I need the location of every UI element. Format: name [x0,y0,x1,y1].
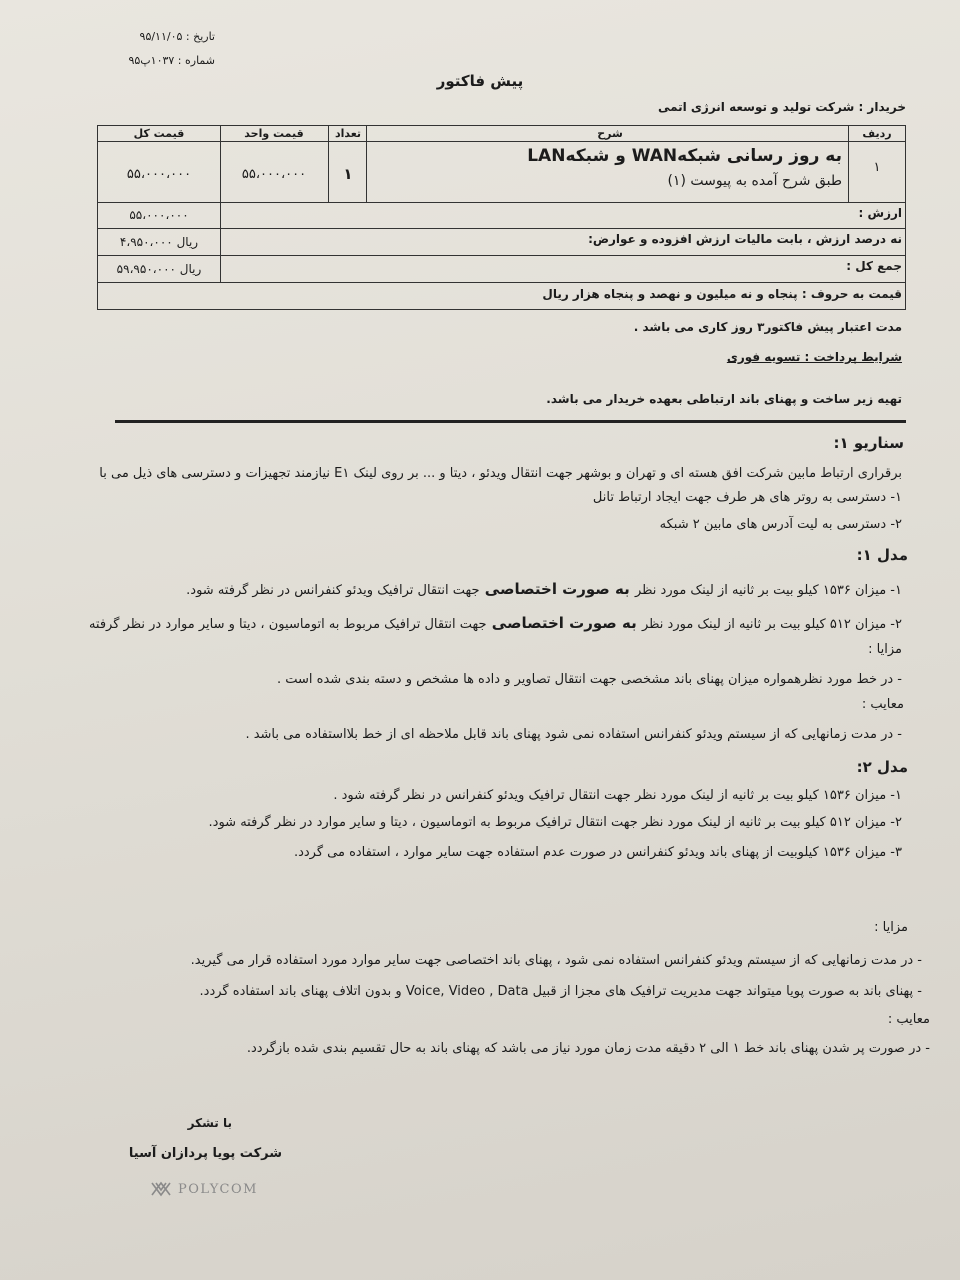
tax-amount: ریال ۴،۹۵۰،۰۰۰ [119,235,199,249]
scenario-item-1: ۱- دسترسی به روتر های هر طرف جهت ایجاد ارتباط تانل [592,490,902,505]
model2-dis-title: معایب : [887,1012,930,1027]
model1-dis-item: - در مدت زمانهایی که از سیستم ویدئو کنفرانس استفاده نمی شود پهنای باند قابل ملاحظه ای از خط بلااستفاده می باشد . [245,727,902,742]
model2-title: مدل ۲: [856,758,908,776]
document-title: پیش فاکتور [436,72,524,90]
scenario-intro: برقراری ارتباط مابین شرکت افق هسته ای و تهران و بوشهر جهت انتقال ویدئو ، دیتا و ... بر روی لینک E۱ نیازمند تجهیزات و دسترسی های ذیل می با [99,466,902,481]
col-header-unit: قیمت واحد [244,127,304,140]
col-header-desc: شرح [597,127,623,140]
table-rule [848,125,849,202]
col-header-row: ردیف [862,127,892,140]
model1-item-1: ۱- میزان ۱۵۳۶ کیلو بیت بر ثانیه از لینک مورد نظر به صورت اختصاصی جهت انتقال ترافیک ویدئو کنفرانس در نظر گرفته شود. [186,580,902,598]
polycom-logo-text: POLYCOM [178,1181,258,1197]
table-rule [97,141,906,142]
value-amount: ۵۵،۰۰۰،۰۰۰ [129,208,189,222]
model2-dis-item: - در صورت پر شدن پهنای باند خط ۱ الی ۲ دقیقه مدت زمان مورد نیاز می باشد که پهنای باند به حال تقسیم بندی شده بازگردد. [246,1041,930,1056]
polycom-logo [150,1180,258,1198]
invoice-number: شماره : ۱۰۳۷پ۹۵ [128,54,215,67]
model1-adv-item: - در خط مورد نظرهمواره میزان پهنای باند مشخصی جهت انتقال تصاویر و داده ها مشخص و دسته بندی شده است . [276,672,902,687]
model1-title: مدل ۱: [856,546,908,564]
model2-adv-item-2: - پهنای باند به صورت پویا میتواند جهت مدیریت ترافیک های مجزا از قبیل Voice, Video , Data و بدون اتلاف پهنای باند استفاده گردد. [199,984,922,999]
tax-label: نه درصد ارزش ، بابت مالیات ارزش افزوده و عوارض: [588,232,902,246]
table-rule [97,202,906,203]
value-label: ارزش : [858,206,902,220]
table-rule [328,125,329,202]
scenario-item-2: ۲- دسترسی به لیت آدرس های مابین ۲ شبکه [659,517,902,532]
amount-in-words: قیمت به حروف : پنجاه و نه میلیون و نهصد و پنجاه هزار ریال [542,287,902,301]
item-qty: ۱ [343,165,353,183]
item-row-number: ۱ [873,160,881,175]
infrastructure-note: تهیه زیر ساخت و پهنای باند ارتباطی بعهده خریدار می باشد. [546,392,902,406]
table-rule [220,125,221,282]
closing-company: شرکت پویا پردازان آسیا [128,1146,282,1161]
item-description-ref: طبق شرح آمده به پیوست (۱) [667,173,842,189]
model2-adv-item-1: - در مدت زمانهایی که از سیستم ویدئو کنفرانس استفاده نمی شود ، پهنای باند اختصاصی جهت سایر موارد مورد استفاده قرار می گیرید. [190,953,922,968]
sum-label: جمع کل : [846,259,902,273]
table-rule [366,125,367,202]
col-header-qty: تعداد [334,127,362,140]
scenario-title: سناریو ۱: [833,434,904,452]
model2-adv-title: مزایا : [874,920,908,935]
table-rule [97,228,906,229]
section-divider [115,420,906,423]
closing-thanks: با تشکر [187,1116,232,1130]
item-description: به روز رسانی شبکهWAN و شبکهLAN [527,146,842,166]
model2-item-2: ۲- میزان ۵۱۲ کیلو بیت بر ثانیه از لینک مورد نظر جهت انتقال ترافیک مربوط به اتوماسیون ، دیتا و سایر موارد در نظر گرفته شود. [208,815,902,830]
payment-terms: شرایط پرداخت : تسویه فوری [726,350,902,364]
validity-note: مدت اعتبار پیش فاکتور۳ روز کاری می باشد . [633,320,902,334]
table-rule [97,282,906,283]
sum-amount: ریال ۵۹،۹۵۰،۰۰۰ [116,262,202,276]
model1-dis-title: معایب : [861,697,904,712]
model2-item-3: ۳- میزان ۱۵۳۶ کیلوبیت از پهنای باند ویدئو کنفرانس در صورت عدم استفاده جهت سایر موارد ، استفاده می گردد. [293,845,902,860]
invoice-date: تاریخ : ۹۵/۱۱/۰۵ [139,30,215,43]
polycom-logo-icon [150,1180,172,1198]
model2-item-1: ۱- میزان ۱۵۳۶ کیلو بیت بر ثانیه از لینک مورد نظر جهت انتقال ترافیک ویدئو کنفرانس در نظر گرفته شود . [333,788,902,803]
model1-item-2: ۲- میزان ۵۱۲ کیلو بیت بر ثانیه از لینک مورد نظر به صورت اختصاصی جهت انتقال ترافیک مربوط به اتوماسیون ، دیتا و سایر موارد در نظر گرفته [88,614,902,632]
model1-adv-title: مزایا : [868,642,902,657]
item-total-price: ۵۵،۰۰۰،۰۰۰ [126,167,192,182]
table-rule [97,255,906,256]
col-header-total: قیمت کل [133,127,185,140]
buyer-line: خریدار : شرکت تولید و توسعه انرژی اتمی [657,100,906,114]
item-unit-price: ۵۵،۰۰۰،۰۰۰ [241,167,307,182]
